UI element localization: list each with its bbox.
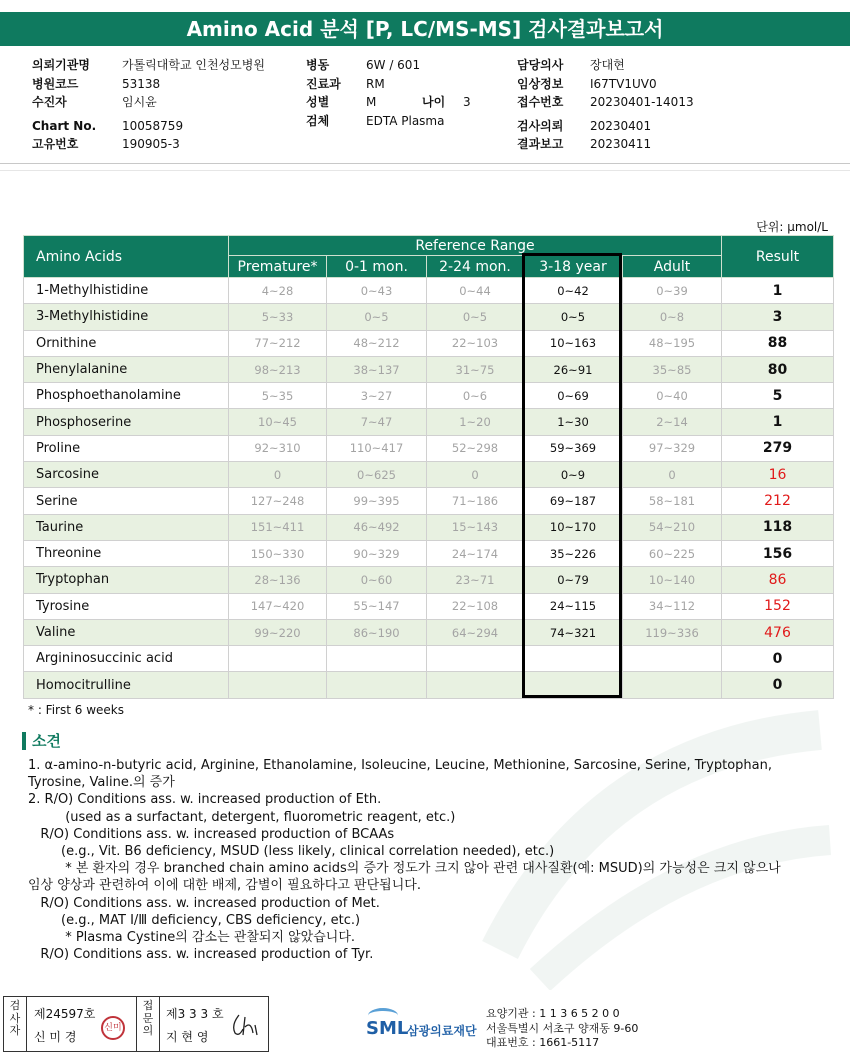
reference-range-cell xyxy=(623,646,722,672)
reference-range-cell: 10~140 xyxy=(623,567,722,593)
comment-line: Tyrosine, Valine.의 증가 xyxy=(28,775,175,791)
org-name: 삼광의료재단 xyxy=(407,1024,477,1038)
comment-line: * 본 환자의 경우 branched chain amino acids의 증가 정도가 크지 않아 관련 대사질환(예: MSUD)의 가능성은 크지 않으나 xyxy=(28,861,781,877)
reference-range-cell: 5~35 xyxy=(229,383,327,409)
comment-line: 1. α-amino-n-butyric acid, Arginine, Ethanolamine, Isoleucine, Leucine, Methionine, Sarcosine, Serine, Tryptophan, xyxy=(28,758,772,773)
header-reference-range: Reference Range xyxy=(229,236,722,256)
footnote: * : First 6 weeks xyxy=(28,703,124,717)
comments-title: 소견 xyxy=(32,732,61,750)
reference-range-cell: 2~14 xyxy=(623,409,722,435)
header-divider xyxy=(0,163,850,164)
reference-range-cell: 86~190 xyxy=(327,619,427,645)
header-age-2: 2-24 mon. xyxy=(427,256,524,278)
reference-range-cell: 22~108 xyxy=(427,593,524,619)
info-value: 20230401-14013 xyxy=(590,95,694,109)
report-title: Amino Acid 분석 [P, LC/MS-MS] 검사결과보고서 xyxy=(0,12,850,46)
label-char: 문 xyxy=(142,1011,154,1025)
result-value: 88 xyxy=(722,330,834,356)
reference-range-cell: 0~60 xyxy=(327,567,427,593)
reference-range-cell: 24~115 xyxy=(524,593,623,619)
reference-range-cell: 46~492 xyxy=(327,514,427,540)
table-row xyxy=(24,619,834,645)
table-row xyxy=(24,593,834,619)
info-key: 검체 xyxy=(306,113,330,128)
specialist-name: 지 현 영 xyxy=(166,1030,209,1044)
reference-range-cell: 38~137 xyxy=(327,356,427,382)
comment-line: R/O) Conditions ass. w. increased production of Tyr. xyxy=(28,947,374,963)
comment-line: (e.g., MAT Ⅰ/Ⅲ deficiency, CBS deficiency, etc.) xyxy=(28,912,361,928)
comment-line: 임상 양상과 관련하여 이에 대한 배제, 감별이 필요하다고 판단됩니다. xyxy=(28,878,421,894)
amino-acid-name: Valine xyxy=(24,619,229,645)
info-row xyxy=(32,135,282,154)
result-value: 156 xyxy=(722,540,834,566)
reference-range-cell: 0~39 xyxy=(623,278,722,304)
reference-range-cell: 35~85 xyxy=(623,356,722,382)
label-char: 자 xyxy=(9,1024,21,1037)
result-value: 1 xyxy=(722,278,834,304)
reference-range-cell: 0~5 xyxy=(427,304,524,330)
info-key: 수진자 xyxy=(32,95,67,109)
amino-acid-table xyxy=(23,235,834,699)
reference-range-cell: 147~420 xyxy=(229,593,327,619)
reference-range-cell: 151~411 xyxy=(229,514,327,540)
unit-label: 단위: μmol/L xyxy=(756,220,828,234)
table-row xyxy=(24,672,834,698)
amino-acid-name: Argininosuccinic acid xyxy=(24,646,229,672)
amino-acid-name: Ornithine xyxy=(24,330,229,356)
info-column-1 xyxy=(32,56,282,154)
info-value: 20230401 xyxy=(590,118,652,133)
result-value: 80 xyxy=(722,356,834,382)
result-value: 279 xyxy=(722,435,834,461)
reference-range-cell: 0~42 xyxy=(524,278,623,304)
info-row xyxy=(306,75,496,94)
reference-range-cell: 69~187 xyxy=(524,488,623,514)
info-key: 진료과 xyxy=(306,76,341,91)
specialist-license: 제3 3 3 호 xyxy=(166,1007,224,1021)
reference-range-cell: 0~44 xyxy=(427,278,524,304)
reference-range-cell: 98~213 xyxy=(229,356,327,382)
reference-range-cell: 3~27 xyxy=(327,383,427,409)
reference-range-cell: 35~226 xyxy=(524,540,623,566)
result-value: 16 xyxy=(722,462,834,488)
comment-line: R/O) Conditions ass. w. increased production of Met. xyxy=(28,895,380,911)
info-row xyxy=(32,75,282,94)
info-row xyxy=(306,56,496,75)
reference-range-cell xyxy=(623,672,722,698)
org-contact xyxy=(486,1007,638,1051)
info-row xyxy=(306,112,496,131)
comments-body xyxy=(28,757,828,963)
reference-range-cell: 28~136 xyxy=(229,567,327,593)
info-value: 20230411 xyxy=(590,137,652,151)
result-value: 3 xyxy=(722,304,834,330)
reference-range-cell: 1~30 xyxy=(524,409,623,435)
reference-range-cell: 74~321 xyxy=(524,619,623,645)
header-amino-acids: Amino Acids xyxy=(24,236,229,278)
heading-marker xyxy=(22,732,26,750)
info-key: 고유번호 xyxy=(32,137,79,151)
header-divider-secondary xyxy=(0,170,850,171)
amino-acid-name: Proline xyxy=(24,435,229,461)
comment-line: R/O) Conditions ass. w. increased production of BCAAs xyxy=(28,826,395,842)
table-row xyxy=(24,383,834,409)
reference-range-cell: 77~212 xyxy=(229,330,327,356)
comment-line: * Plasma Cystine의 감소는 관찰되지 않았습니다. xyxy=(28,930,356,946)
org-line: 대표번호 : 1661-5117 xyxy=(486,1036,600,1049)
info-row xyxy=(517,56,817,75)
info-row xyxy=(517,135,817,154)
reference-range-cell xyxy=(229,646,327,672)
reference-range-cell: 99~395 xyxy=(327,488,427,514)
reference-range-cell: 119~336 xyxy=(623,619,722,645)
result-value: 118 xyxy=(722,514,834,540)
info-value: RM xyxy=(366,76,385,91)
reference-range-cell: 0 xyxy=(623,462,722,488)
header-result: Result xyxy=(722,236,834,278)
specialist-label xyxy=(139,1000,157,1038)
reference-range-cell xyxy=(229,672,327,698)
reference-range-cell: 99~220 xyxy=(229,619,327,645)
amino-acid-name: Phenylalanine xyxy=(24,356,229,382)
label-char: 검 xyxy=(9,999,21,1012)
table-row xyxy=(24,278,834,304)
reference-range-cell: 54~210 xyxy=(623,514,722,540)
reference-range-cell: 92~310 xyxy=(229,435,327,461)
reference-range-cell: 1~20 xyxy=(427,409,524,435)
amino-acid-name: Tyrosine xyxy=(24,593,229,619)
table-row xyxy=(24,462,834,488)
reference-range-cell xyxy=(427,672,524,698)
reference-range-cell: 64~294 xyxy=(427,619,524,645)
reference-range-cell xyxy=(327,672,427,698)
reference-range-cell: 0~69 xyxy=(524,383,623,409)
result-value: 86 xyxy=(722,567,834,593)
age-label: 나이 xyxy=(422,95,446,109)
table-row xyxy=(24,330,834,356)
header-age-4: Adult xyxy=(623,256,722,278)
info-row xyxy=(517,75,817,94)
reference-range-cell xyxy=(427,646,524,672)
examiner-label xyxy=(6,1000,24,1038)
reference-range-cell: 90~329 xyxy=(327,540,427,566)
reference-range-cell: 150~330 xyxy=(229,540,327,566)
table-row xyxy=(24,409,834,435)
info-value: 가톨릭대학교 인천성모병원 xyxy=(122,58,265,72)
reference-range-cell: 58~181 xyxy=(623,488,722,514)
amino-acid-name: Taurine xyxy=(24,514,229,540)
reference-range-cell: 52~298 xyxy=(427,435,524,461)
reference-range-cell: 0~9 xyxy=(524,462,623,488)
reference-range-cell: 7~47 xyxy=(327,409,427,435)
result-value: 212 xyxy=(722,488,834,514)
reference-range-cell: 24~174 xyxy=(427,540,524,566)
amino-acid-name: 1-Methylhistidine xyxy=(24,278,229,304)
reference-range-cell: 48~195 xyxy=(623,330,722,356)
info-key: 담당의사 xyxy=(517,58,564,72)
info-row xyxy=(517,93,817,112)
result-value: 5 xyxy=(722,383,834,409)
info-key: 결과보고 xyxy=(517,137,564,151)
reference-range-cell: 34~112 xyxy=(623,593,722,619)
label-char: 사 xyxy=(9,1011,21,1025)
reference-range-cell: 110~417 xyxy=(327,435,427,461)
reference-range-cell xyxy=(327,646,427,672)
reference-range-cell: 0~40 xyxy=(623,383,722,409)
sml-logo: SML xyxy=(366,1018,408,1039)
reference-range-cell: 0~79 xyxy=(524,567,623,593)
reference-range-cell: 127~248 xyxy=(229,488,327,514)
reference-range-cell: 22~103 xyxy=(427,330,524,356)
reference-range-cell xyxy=(524,646,623,672)
reference-range-cell: 55~147 xyxy=(327,593,427,619)
comment-line: (e.g., Vit. B6 deficiency, MSUD (less likely, clinical correlation needed), etc.) xyxy=(28,844,555,860)
reference-range-cell: 60~225 xyxy=(623,540,722,566)
info-key: 병동 xyxy=(306,58,330,72)
reference-range-cell: 0~5 xyxy=(327,304,427,330)
reference-range-cell: 97~329 xyxy=(623,435,722,461)
table-row xyxy=(24,488,834,514)
reference-range-cell: 10~170 xyxy=(524,514,623,540)
examiner-seal: 신미 xyxy=(101,1016,125,1040)
table-row xyxy=(24,435,834,461)
info-value: EDTA Plasma xyxy=(366,113,445,128)
amino-acid-name: Phosphoethanolamine xyxy=(24,383,229,409)
label-char: 접 xyxy=(142,999,154,1012)
comments-heading xyxy=(22,730,61,751)
reference-range-cell: 10~163 xyxy=(524,330,623,356)
reference-range-cell: 0~6 xyxy=(427,383,524,409)
header-age-3: 3-18 year xyxy=(524,256,623,278)
info-value: 190905-3 xyxy=(122,137,180,151)
reference-range-cell: 10~45 xyxy=(229,409,327,435)
table-row xyxy=(24,356,834,382)
reference-range-cell: 23~71 xyxy=(427,567,524,593)
info-key: Chart No. xyxy=(32,118,97,133)
info-key: 임상정보 xyxy=(517,76,564,91)
amino-acid-name: Tryptophan xyxy=(24,567,229,593)
report-footer xyxy=(0,996,850,1056)
table-row xyxy=(24,304,834,330)
reference-range-cell: 0~8 xyxy=(623,304,722,330)
reference-range-cell: 31~75 xyxy=(427,356,524,382)
info-value: 장대현 xyxy=(590,58,625,72)
reference-range-cell: 0~43 xyxy=(327,278,427,304)
signature-box xyxy=(3,996,269,1052)
header-age-0: Premature* xyxy=(229,256,327,278)
comment-line: 2. R/O) Conditions ass. w. increased production of Eth. xyxy=(28,792,382,808)
reference-range-cell: 0 xyxy=(427,462,524,488)
reference-range-cell: 4~28 xyxy=(229,278,327,304)
examiner-name: 신 미 경 xyxy=(34,1030,77,1044)
org-line: 요양기관 : 1 1 3 6 5 2 0 0 xyxy=(486,1007,620,1020)
info-value: 임시윤 xyxy=(122,95,157,109)
age-value: 3 xyxy=(463,95,471,109)
info-key: 접수번호 xyxy=(517,95,564,109)
info-key: 검사의뢰 xyxy=(517,118,564,133)
info-value: 53138 xyxy=(122,76,161,91)
result-value: 476 xyxy=(722,619,834,645)
amino-acid-name: Threonine xyxy=(24,540,229,566)
info-row xyxy=(32,93,282,112)
amino-acid-name: Sarcosine xyxy=(24,462,229,488)
reference-range-cell xyxy=(524,672,623,698)
reference-range-cell: 71~186 xyxy=(427,488,524,514)
info-value: 6W / 601 xyxy=(366,58,421,72)
amino-acid-name: 3-Methylhistidine xyxy=(24,304,229,330)
header-age-1: 0-1 mon. xyxy=(327,256,427,278)
info-key: 성별 xyxy=(306,95,330,109)
examiner-license: 제24597호 xyxy=(34,1007,96,1021)
reference-range-cell: 48~212 xyxy=(327,330,427,356)
info-row xyxy=(32,117,282,136)
amino-acid-name: Phosphoserine xyxy=(24,409,229,435)
reference-range-cell: 0~625 xyxy=(327,462,427,488)
reference-range-cell: 59~369 xyxy=(524,435,623,461)
info-column-3 xyxy=(517,56,817,154)
result-value: 1 xyxy=(722,409,834,435)
table-row xyxy=(24,567,834,593)
result-value: 0 xyxy=(722,672,834,698)
reference-range-cell: 26~91 xyxy=(524,356,623,382)
reference-range-cell: 0 xyxy=(229,462,327,488)
result-value: 152 xyxy=(722,593,834,619)
info-key: 의뢰기관명 xyxy=(32,58,90,72)
table-row xyxy=(24,646,834,672)
reference-range-cell: 15~143 xyxy=(427,514,524,540)
comment-line: (used as a surfactant, detergent, fluorometric reagent, etc.) xyxy=(28,809,456,825)
specialist-signature xyxy=(229,1011,263,1039)
amino-acid-name: Homocitrulline xyxy=(24,672,229,698)
info-value: M xyxy=(366,95,377,109)
info-value: I67TV1UV0 xyxy=(590,76,657,91)
org-line: 서울특별시 서초구 양재동 9-60 xyxy=(486,1021,639,1035)
info-row xyxy=(32,56,282,75)
reference-range-cell: 5~33 xyxy=(229,304,327,330)
table-row xyxy=(24,514,834,540)
info-key: 병원코드 xyxy=(32,76,79,91)
label-char: 의 xyxy=(142,1024,154,1037)
info-value: 10058759 xyxy=(122,118,184,133)
reference-range-cell: 0~5 xyxy=(524,304,623,330)
result-value: 0 xyxy=(722,646,834,672)
table-row xyxy=(24,540,834,566)
amino-acid-name: Serine xyxy=(24,488,229,514)
info-row xyxy=(517,117,817,136)
